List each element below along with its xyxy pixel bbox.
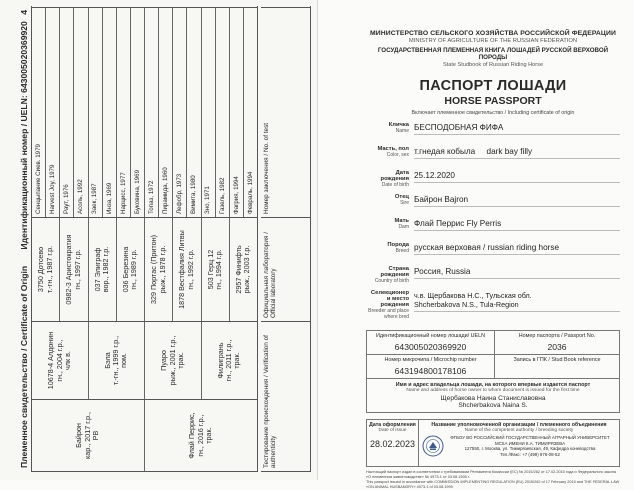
pedigree-cell: Топаз, 1972 — [145, 8, 159, 217]
pedigree-cell: 036 Березина гн., 1989 г.р. — [117, 218, 145, 321]
passport-number-box — [495, 331, 619, 354]
verification-label: Тестирование происхождения / Verification of authenticity — [261, 321, 310, 471]
pedigree-cell: 503 Герц 12 гн., 1994 г.р. — [202, 218, 230, 321]
pedigree-cell: Пуаро рыж., 2001 г.р., трак. — [145, 322, 202, 399]
microchip-label: Номер микрочипа / Microchip number — [384, 357, 477, 363]
passport-number-label: Номер паспорта / Passport No. — [518, 333, 596, 339]
country-value: Россия, Russia — [414, 266, 620, 279]
org-label-en: Name of the competent authority / breeding society — [464, 428, 574, 433]
field-label-ru: Порода — [387, 242, 409, 248]
pedigree-cell: 10678-4 Алдонин гн., 2004 г.р., члк в. — [32, 322, 89, 399]
pedigree-cell: Hаrvest Joy, 1979 — [46, 8, 60, 217]
field-label-en: Country of birth — [374, 278, 409, 284]
official-laboratory-label: Официальная лаборатория / Official laboratory — [261, 217, 310, 321]
horse-fields — [366, 122, 620, 320]
dam-value: Флай Перрис Fly Perris — [414, 218, 620, 231]
pedigree-cell: 2957 Финифть рыж., 2003 г.р. — [233, 245, 252, 294]
issue-date-value: 28.02.2023 — [369, 439, 416, 449]
field-breeder — [366, 290, 620, 320]
pedigree-cell: 037 Элиграф вор., 1982 г.р. — [89, 218, 117, 321]
studbook-reference-box — [495, 355, 619, 378]
pedigree-cell: 0982-3 Аристократия гн., 1997 г.р. — [60, 218, 88, 321]
owner-label-en: Name and address of horse owner to whom document is issued for the first time — [406, 388, 580, 393]
pedigree-table — [32, 6, 258, 472]
field-color-sex — [366, 146, 620, 164]
owner-label-ru: Имя и адрес владельца лошади, на которого впервые издается паспорт — [395, 382, 591, 388]
pedigree-cell: Февраль, 1994 — [246, 171, 254, 214]
certificate-title: Племенное свидетельство / Certificate of Origin — [18, 265, 29, 468]
field-label-ru: Кличка — [388, 122, 409, 128]
issue-date-label: Дата оформления — [369, 422, 416, 428]
test-number-label: Номер заключения / No. of test — [261, 7, 310, 217]
field-label-ru: Мать — [394, 218, 409, 224]
field-label-ru: Страна рождения — [380, 266, 409, 278]
microchip-box — [367, 355, 495, 378]
issue-date-label-en: Date of issue — [378, 428, 407, 433]
date-of-birth-value: 25.12.2020 — [414, 170, 620, 183]
page-number: 4 — [18, 10, 29, 15]
field-label-en: Breed — [395, 248, 409, 254]
ministry-ru: МИНИСТЕРСТВО СЕЛЬСКОГО ХОЗЯЙСТВА РОССИЙСКОЙ ФЕДЕРАЦИИ — [370, 30, 616, 37]
pedigree-cell: Инза, 1969 — [103, 8, 117, 217]
pedigree-cell: 329 Портас (Притон) рыж., 1978 г.р. — [145, 218, 173, 321]
field-breed — [366, 242, 620, 260]
field-label-en: Sire — [400, 200, 409, 206]
field-country-of-birth — [366, 266, 620, 284]
issue-date-box — [367, 420, 419, 466]
field-name — [366, 122, 620, 140]
org-label-ru: Название уполномоченной организации / племенного объединения — [431, 422, 607, 428]
breeder-value: ч.в. Щербакова Н.С., Тульская обл. Shcherbakova N.S., Tula-Region — [414, 290, 620, 312]
ueln-header: Идентификационный номер / UELN: 643005020369920 — [18, 21, 29, 250]
field-label-en: Date of birth — [381, 182, 409, 188]
pedigree-cell: Зно, 1971 — [202, 8, 216, 217]
ueln-label: Идентификационный номер лошади/ UELN — [375, 333, 486, 339]
field-date-of-birth — [366, 170, 620, 188]
pedigree-cell: Бэла т.-гн., 1999 г.р., пом. — [89, 322, 146, 399]
org-details: ФГБОУ ВО РОССИЙСКИЙ ГОСУДАРСТВЕННЫЙ АГРАРНЫЙ УНИВЕРСИТЕТ МСХА ИМЕНИ К.А. ТИМИРЯЗЕВА 127550, г. Москва, ул. Тимирязевская, 49, Кафедра коневодства Тел./Факс: +7 (499) 976-08-52 — [450, 435, 610, 457]
pedigree-cell: Фагрия, 1994 — [230, 8, 244, 217]
pedigree-cell: Вимита, 1980 — [187, 8, 201, 217]
passport-header — [366, 30, 620, 68]
passport-title-en: HORSE PASSPORT — [444, 95, 542, 107]
verification-section — [261, 6, 311, 472]
horse-passport-page — [318, 0, 634, 489]
pedigree-cell: 1878 Вестфалия Литвы гн., 1992 г.р. — [173, 218, 201, 321]
owner-box — [366, 379, 620, 413]
pedigree-cell: Раут, 1976 — [60, 8, 74, 217]
pedigree-cell: Буковина, 1969 — [131, 8, 145, 217]
ueln-value: 643005020369920 — [394, 342, 467, 352]
pedigree-sire: Байрон кар., 2017 г.р., РВ — [32, 400, 145, 471]
pedigree-cell: Пирамида, 1960 — [159, 8, 173, 217]
certificate-header — [16, 6, 32, 472]
university-seal-icon — [422, 435, 444, 457]
pedigree-cell: Асоль, 1992 — [74, 8, 88, 217]
breed-value: русская верховая / russian riding horse — [414, 242, 620, 255]
pedigree-parents — [32, 399, 257, 471]
field-label-ru: Дата рождения — [380, 170, 409, 182]
owner-name-en: Shcherbakova Naina S. — [458, 402, 528, 409]
sire-value: Байрон Bajron — [414, 194, 620, 207]
field-label-en: Dam — [398, 224, 409, 230]
pedigree-cell: Газель, 1982 — [216, 8, 230, 217]
id-boxes-row-1 — [366, 330, 620, 355]
id-boxes-row-2 — [366, 355, 620, 379]
field-sire — [366, 194, 620, 212]
ueln-box — [367, 331, 495, 354]
pedigree-dam: Флай Перрис, гн., 2016 г.р., трак. — [187, 412, 214, 459]
includes-certificate-note: Включает племенное свидетельство / Including certificate of origin — [411, 110, 575, 116]
certificate-of-origin-page — [0, 0, 317, 480]
color-sex-value: т.гнедая кобыла dark bay filly — [414, 146, 620, 159]
field-label-ru: Отец — [394, 194, 409, 200]
studbook-reference-label: Запись в ГПК / Stud Book reference — [513, 357, 601, 363]
field-dam — [366, 218, 620, 236]
horse-name-value: БЕСПОДОБНАЯ ФИФА — [414, 122, 620, 135]
passport-number-value: 2036 — [547, 342, 567, 352]
pedigree-cell: Нарцисс, 1977 — [117, 8, 131, 217]
pedigree-grandparents — [32, 321, 257, 399]
passport-title-ru: ПАСПОРТ ЛОШАДИ — [419, 78, 567, 94]
owner-name-ru: Щербакова Наина Станиславовна — [440, 395, 546, 402]
field-label-en: Name — [395, 128, 409, 134]
studbook-en: State Studbook of Russian Riding Horse — [442, 62, 544, 68]
pedigree-cell: Филигрань гн., 2011 г.р., трак. — [215, 339, 242, 382]
issue-section — [366, 419, 620, 467]
issuing-organization-box — [419, 420, 619, 466]
field-label-en: Color, sex — [386, 152, 409, 158]
pedigree-cell: Сенцыпание Сиев. 1979 — [32, 8, 46, 217]
certificate-rotated-content — [0, 0, 317, 480]
studbook-ru: ГОСУДАРСТВЕННАЯ ПЛЕМЕННАЯ КНИГА ЛОШАДЕЙ РУССКОЙ ВЕРХОВОЙ ПОРОДЫ — [377, 47, 609, 61]
pedigree-great-grandparents — [32, 217, 257, 321]
field-label-en: Breeder and place where bred — [368, 308, 409, 320]
pedigree-cell: Заек, 1987 — [89, 8, 103, 217]
microchip-value: 643194800178106 — [394, 366, 467, 376]
field-label-ru: Масть, пол — [377, 146, 409, 152]
ministry-en: MINISTRY OF AGRICULTURE OF THE RUSSIAN FEDERATION — [408, 38, 578, 44]
pedigree-4th-generation — [32, 7, 257, 217]
pedigree-cell: 3750 Дотсево т.-гн., 1987 г.р. — [32, 218, 60, 321]
legal-footnote: Настоящий паспорт издан в соответствии с требованиями Регламента Комиссии (ЕС) № 2015/262 от 17.02.2015 года и Федерального закона «О племенном животноводстве» № 4973-1 от 03.08.1995 г. This passport issued in accordance with COMMISSION IMPLEMENTING REGULATION (EU) 2015/262 of 17 February 2015 and THE FEDERAL LAW «ON ANIMAL HUSBANDRY» 4973-1 of 03.08.1995 — [366, 470, 620, 489]
pedigree-cell: Лефобр, 1973 — [173, 8, 187, 217]
field-label-ru: Селекционер и место рождения — [370, 290, 409, 308]
